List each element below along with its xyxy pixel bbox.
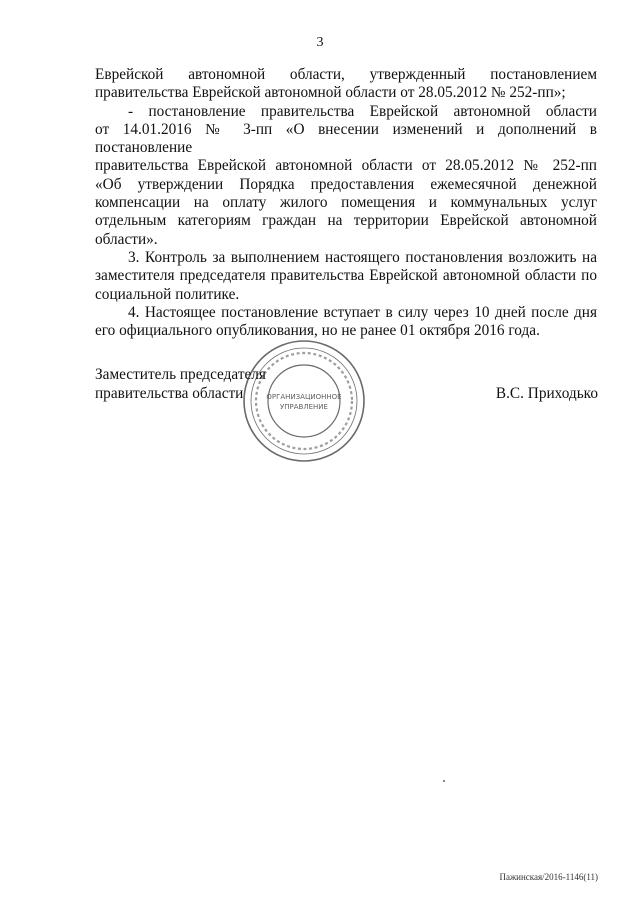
signatory-title-line-1: Заместитель председателя <box>95 366 266 383</box>
paragraph-4-line-1: 4. Настоящее постановление вступает в силу через 10 дней после дня <box>128 303 597 321</box>
paragraph-2-line-5: компенсации на оплату жилого помещения и коммунальных услуг <box>95 194 597 212</box>
paragraph-1-line-1: Еврейской автономной области, утвержденный постановлением <box>95 66 597 83</box>
paragraph-2-line-6: отдельным категориям граждан на территории Еврейской автономной <box>95 212 597 230</box>
stamp-center-line-2: УПРАВЛЕНИЕ <box>280 403 328 411</box>
signatory-title <box>95 365 266 403</box>
paragraph-2-line-7: области». <box>95 230 158 248</box>
paragraph-1-line-2: правительства Еврейской автономной области от 28.05.2012 № 252-пп»; <box>95 84 566 102</box>
paragraph-2-line-2: от 14.01.2016 № 3-пп «О внесении изменений и дополнений в постановление <box>95 120 597 157</box>
stamp-center-line-1: ОРГАНИЗАЦИОННОЕ <box>266 393 342 401</box>
paragraph-4-line-2: его официального опубликования, но не ранее 01 октября 2016 года. <box>95 322 540 340</box>
scan-speck <box>443 780 445 782</box>
paragraph-2-line-1: - постановление правительства Еврейской автономной области <box>128 102 597 120</box>
document-footer-code: Пажинская/2016-1146(11) <box>499 872 598 882</box>
document-body <box>95 66 597 340</box>
paragraph-2-line-4: «Об утверждении Порядка предоставления ежемесячной денежной <box>95 175 597 193</box>
paragraph-3-line-3: социальной политике. <box>95 285 240 303</box>
paragraph-3-line-2: заместителя председателя правительства Еврейской автономной области по <box>95 267 597 285</box>
signatory-title-line-2: правительства области <box>95 385 244 402</box>
paragraph-3-line-1: 3. Контроль за выполнением настоящего постановления возложить на <box>128 248 597 266</box>
page-number: 3 <box>316 35 324 50</box>
signatory-name: В.С. Приходько <box>495 385 598 402</box>
paragraph-2-line-3: правительства Еврейской автономной области от 28.05.2012 № 252-пп <box>95 157 597 175</box>
